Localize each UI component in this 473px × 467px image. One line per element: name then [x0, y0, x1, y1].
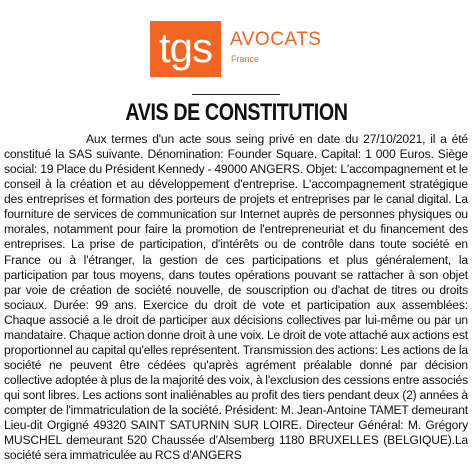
notice-body: Aux termes d'un acte sous seing privé en date du 27/10/2021, il a été constitué la SAS suivante. Dénomination: Founder Square. Capital: 1 000 Euros. Siège social: 19 Place du Président Kennedy - 49000 ANGERS. Objet: L'accompagnement et le conseil à la création et au développement d'entreprise. L'accompagnement stratégique des entreprises et formation des porteurs de projets et entreprises par le canal digital. La fourniture de services de communication sur Internet auprès de personnes physiques ou morales, notamment pour faire la promotion de l'entrepreneuriat et du financement des entreprises. La prise de participation, d'intérêts ou de contrôle dans toute société en France ou à l'étranger, la gestion de ces participations et plus généralement, la participation par tous moyens, dans toutes opérations pouvant se rattacher à son objet par voie de création de société nouvelle, de souscription ou d'achat de titres ou droits sociaux. Durée: 99 ans. Exercice du droit de vote et participation aux assemblées: Chaque associé a le droit de participer aux décisions collectives par lui-même ou par un mandataire. Chaque action donne droit à une voix. Le droit de vote attaché aux actions est proportionnel au capital qu'elles représentent. Transmission des actions: Les actions de la société ne peuvent être cédées qu'après agrément préalable donné par décision collective adoptée à plus de la majorité des voix, à l'exclusion des cessions entre associés qui sont libres. Les actions sont inaliénables au profit des tiers pendant deux (2) années à compter de l'immatriculation de la société. Président: M. Jean-Antoine TAMET demeurant Lieu-dit Orgigné 49320 SAINT SATURNIN SUR LOIRE. Directeur Général: M. Grégory MUSCHEL demeurant 520 Chaussée d'Alsemberg 1180 BRUXELLES (BELGIQUE).La société sera immatriculée au RCS d'ANGERS — [4, 132, 468, 463]
brand-country: France — [231, 54, 260, 64]
notice-title: AVIS DE CONSTITUTION — [125, 99, 348, 126]
brand-name: AVOCATS — [230, 29, 322, 50]
header — [0, 0, 473, 88]
tgs-logo-mark: tgs — [150, 21, 221, 77]
title-divider — [192, 94, 280, 95]
